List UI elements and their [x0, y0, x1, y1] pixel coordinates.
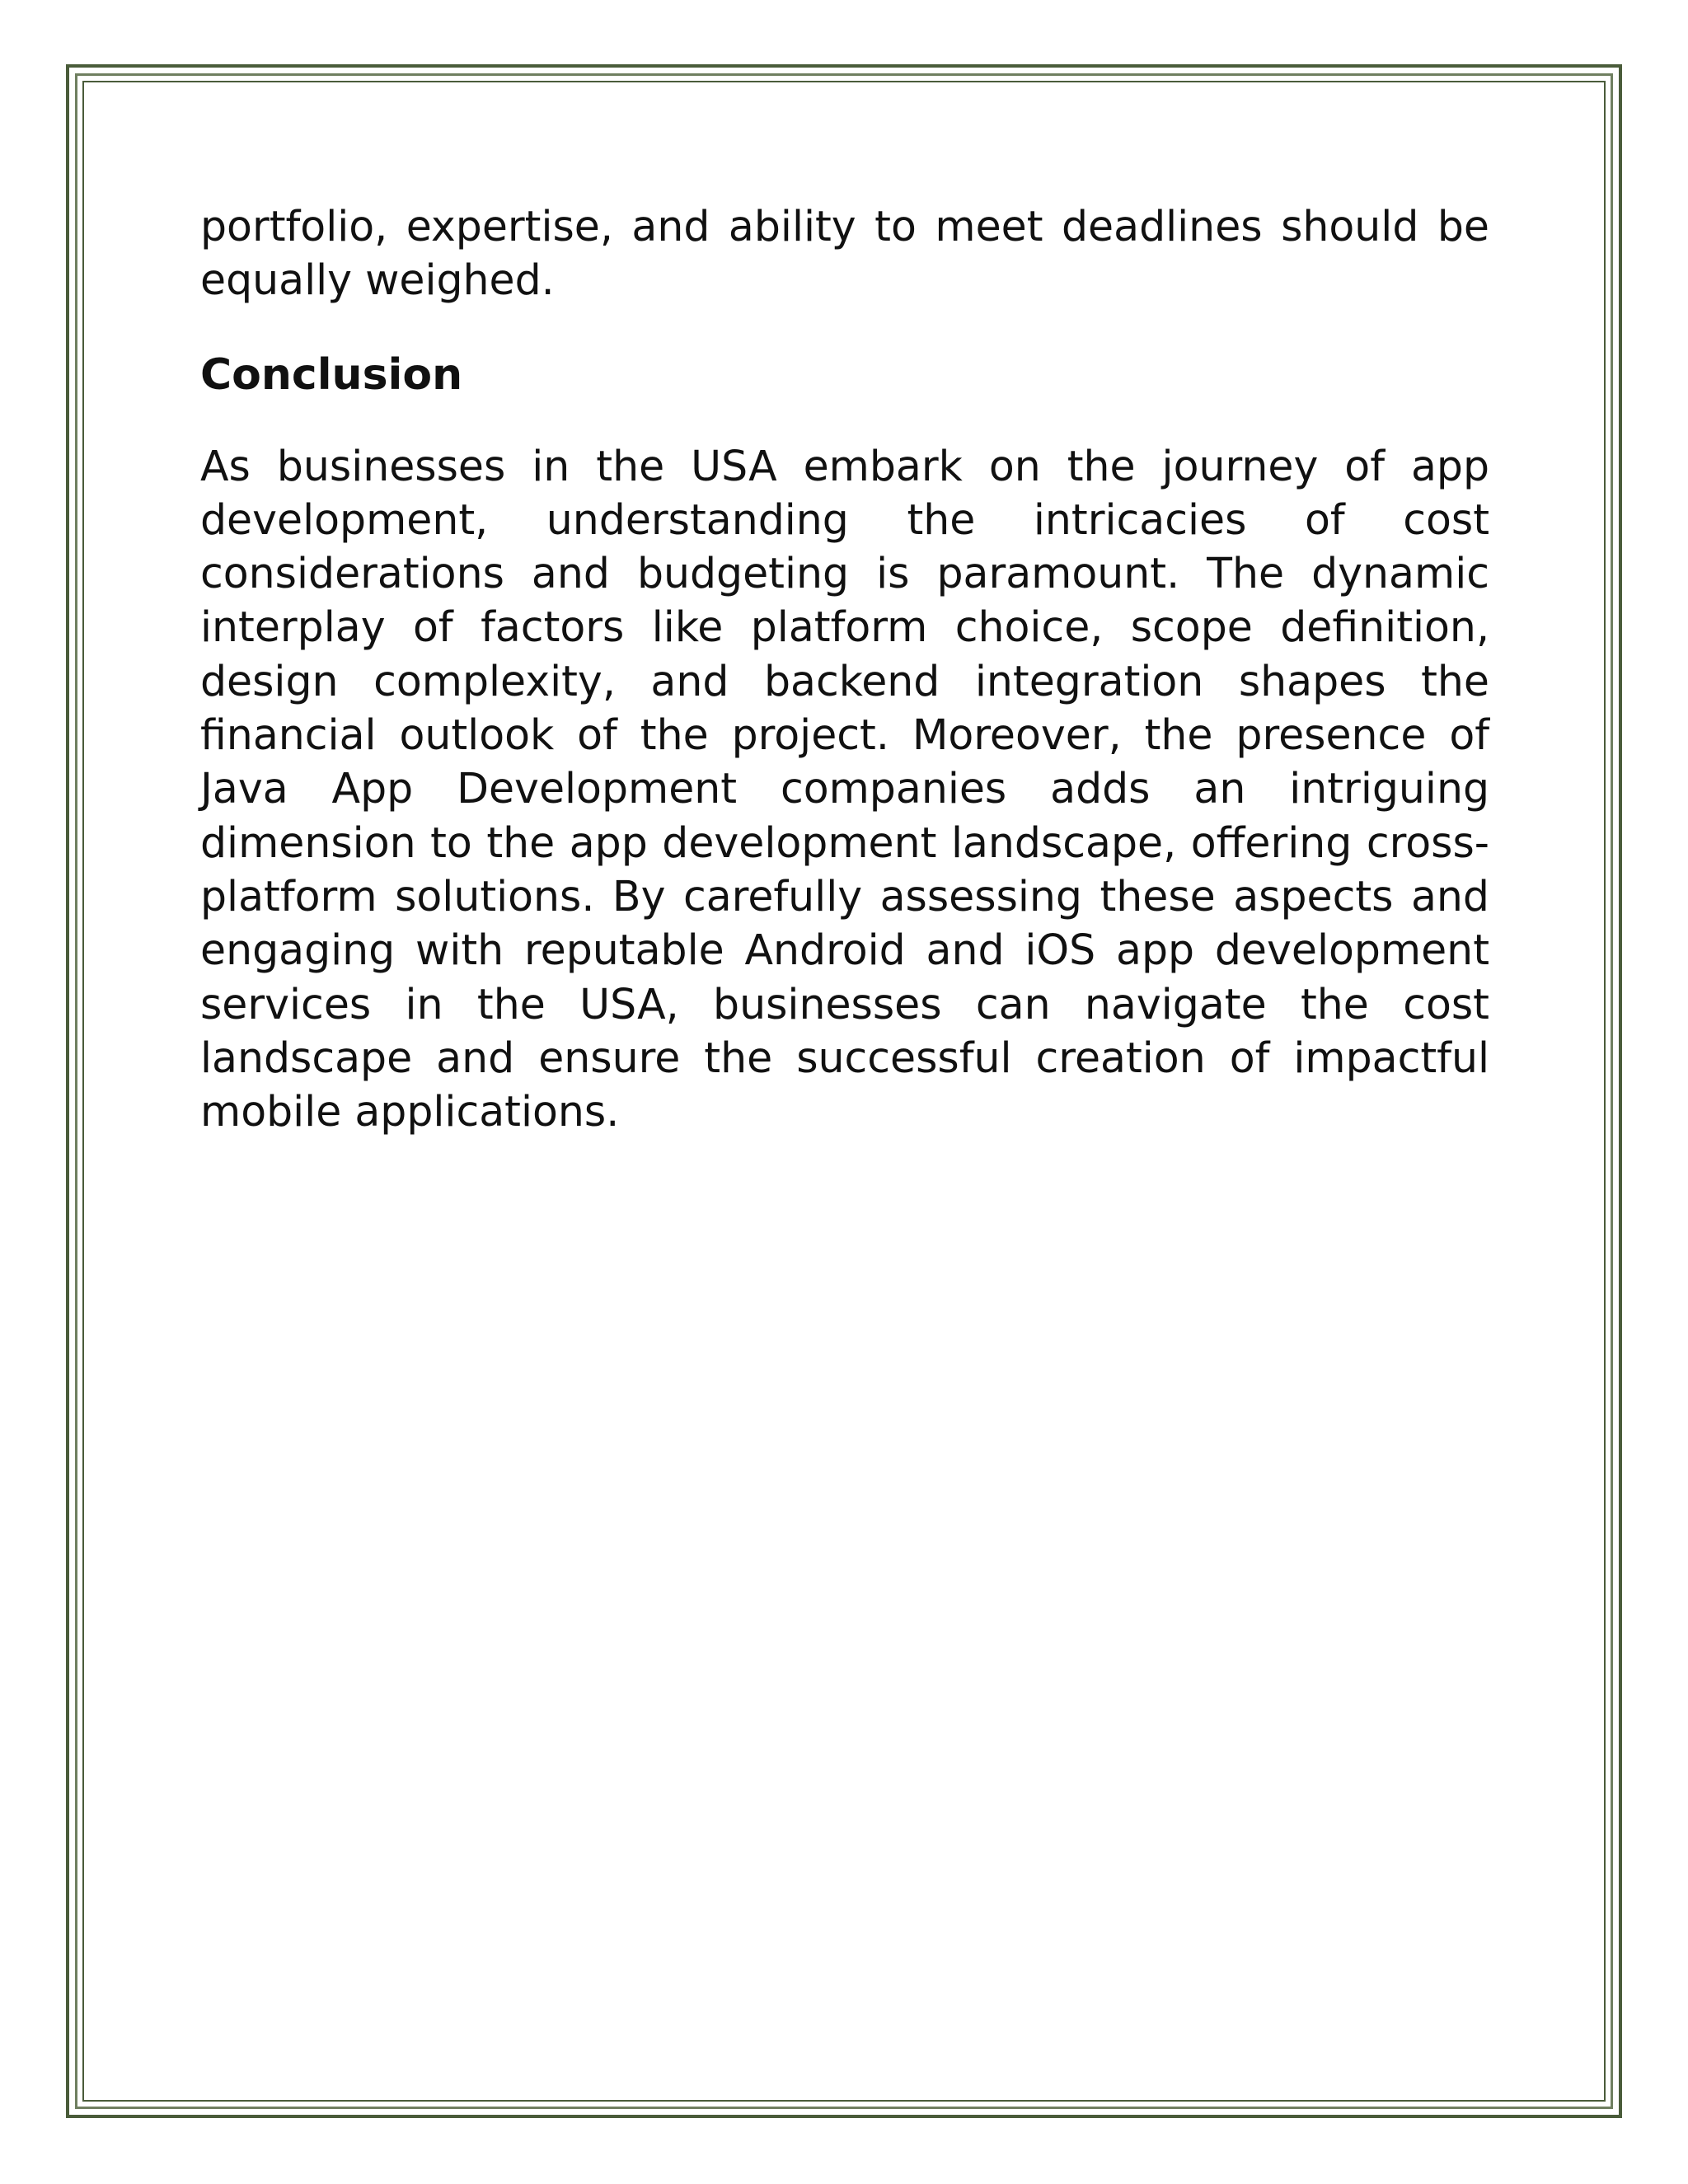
page-content	[200, 199, 1489, 1138]
conclusion-heading: Conclusion	[200, 349, 463, 400]
conclusion-paragraph: As businesses in the USA embark on the journey of app development, understanding the intricacies of cost considerations and budgeting is paramount. The dynamic interplay of factors like platform choice, scope definition, design complexity, and backend integration shapes the financial outlook of the project. Moreover, the presence of Java App Development companies adds an intriguing dimension to the app development landscape, offering cross-platform solutions. By carefully assessing these aspects and engaging with reputable Android and iOS app development services in the USA, businesses can navigate the cost landscape and ensure the successful creation of impactful mobile applications.	[200, 441, 1489, 1137]
heading-spacer	[200, 402, 1489, 439]
paragraph-spacer	[200, 307, 1489, 349]
intro-paragraph: portfolio, expertise, and ability to meet deadlines should be equally weighed.	[200, 202, 1489, 305]
